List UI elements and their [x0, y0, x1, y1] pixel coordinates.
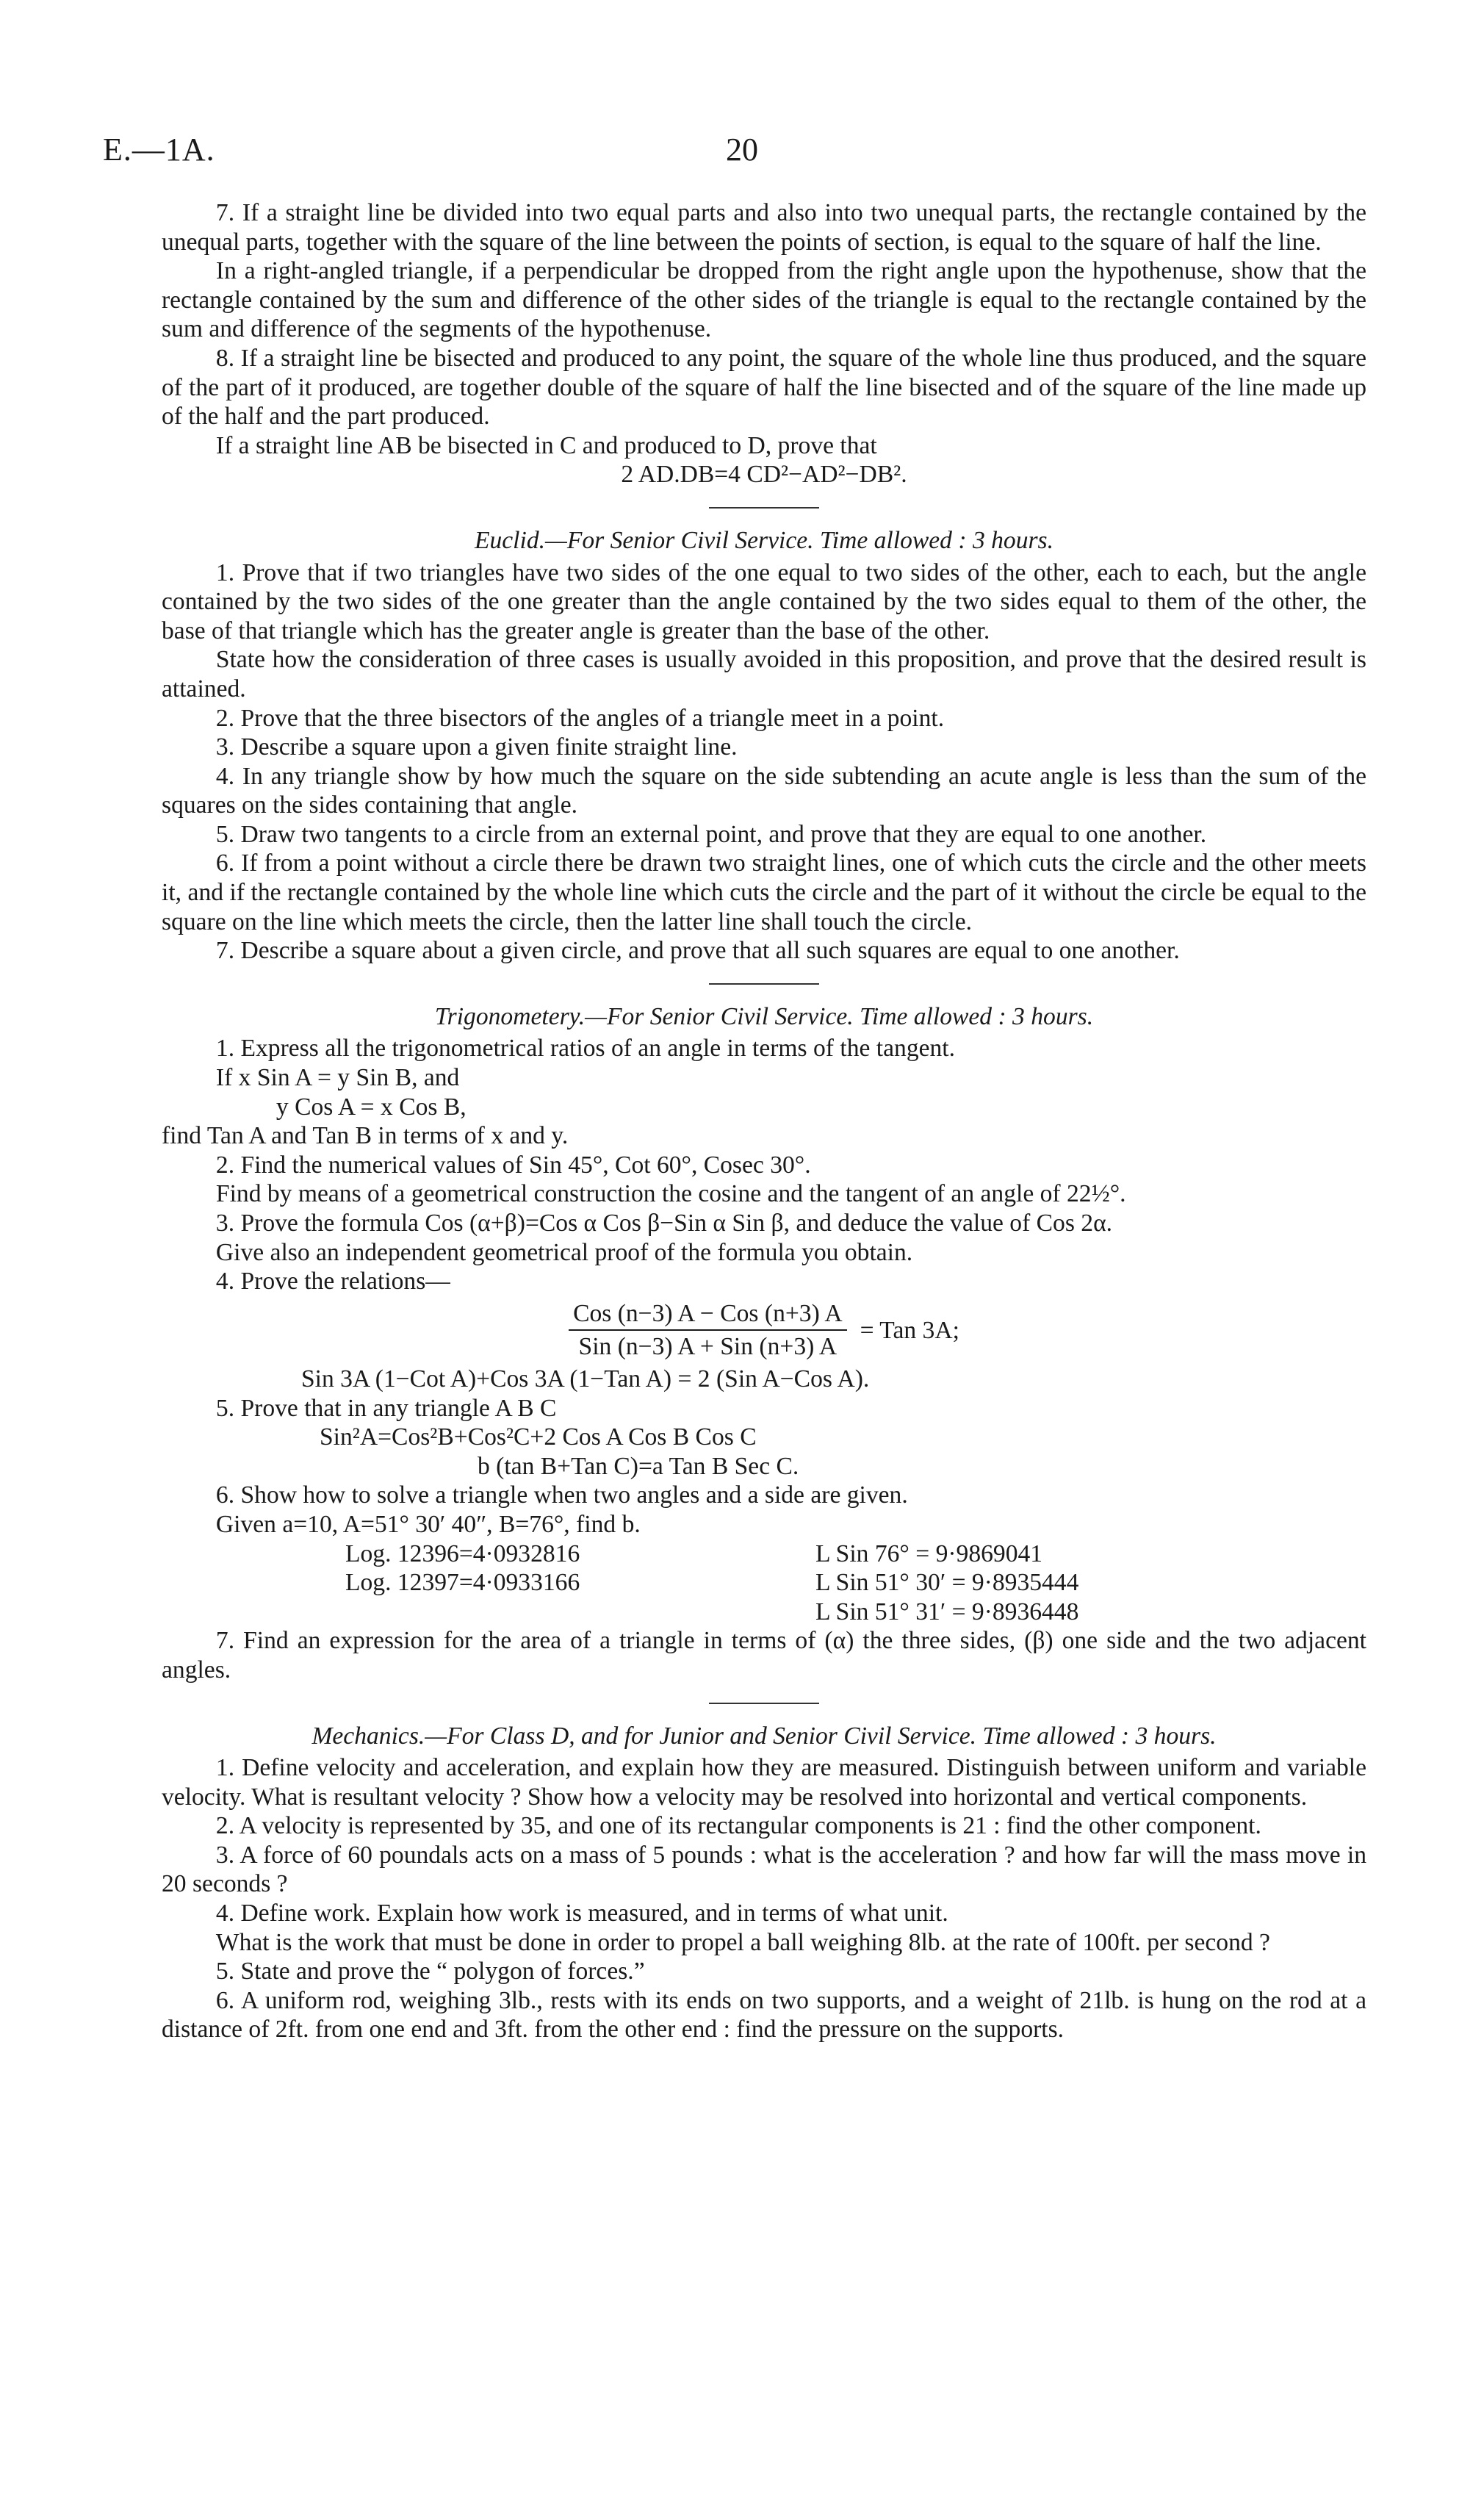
trig-q3: 3. Prove the formula Cos (α+β)=Cos α Cos β−Sin α Sin β, and deduce the value of Cos 2α.	[215, 1210, 1113, 1237]
log-table	[162, 1539, 1366, 1627]
section-divider	[709, 983, 819, 985]
mech-q3: 3. A force of 60 poundals acts on a mass of 5 pounds : what is the acceleration ? and how far will the mass move in 20 seconds ?	[162, 1841, 1366, 1898]
trig-q5: 5. Prove that in any triangle A B C	[215, 1394, 557, 1422]
mech-q4-rider: What is the work that must be done in order to propel a ball weighing 8lb. at the rate of 100ft. per second ?	[215, 1928, 1270, 1956]
euclid-q4: 4. In any triangle show by how much the square on the side subtending an acute angle is less than the sum of the squares on the sides containing that angle.	[162, 762, 1366, 819]
question-7-rider: In a right-angled triangle, if a perpendicular be dropped from the right angle upon the hypothenuse, show that the rectangle contained by the sum and difference of the other sides of the triangle is equal to the rectangle contained by the sum and difference of the segments of the hypothenuse.	[162, 257, 1366, 343]
mech-q5: 5. State and prove the “ polygon of forces.”	[215, 1958, 645, 1986]
log-entry-1: Log. 12396=4·0932816	[345, 1539, 580, 1567]
trig-q4-numerator: Cos (n−3) A − Cos (n+3) A	[569, 1299, 847, 1332]
trig-q4-fraction	[569, 1299, 847, 1362]
page-number: 20	[726, 132, 758, 168]
trig-q4-relation-1	[162, 1299, 1366, 1362]
log-entry-2: Log. 12397=4·0933166	[345, 1569, 580, 1597]
mech-q1: 1. Define velocity and acceleration, and explain how they are measured. Distinguish between uniform and variable velocity. What is resultant velocity ? Show how a velocity may be resolved into horizontal and vertical components.	[162, 1754, 1366, 1811]
lsin-entry-2: L Sin 51° 30′ = 9·8935444	[815, 1569, 1079, 1597]
mech-title: Mechanics.—For Class D, and for Junior and Senior Civil Service. Time allowed : 3 hours.	[311, 1722, 1217, 1750]
euclid-q1-rider: State how the consideration of three cases is usually avoided in this proposition, and prove that the desired result is attained.	[162, 646, 1366, 703]
trig-q4-rhs: = Tan 3A;	[860, 1316, 959, 1344]
trig-q3-rider: Give also an independent geometrical proof of the formula you obtain.	[215, 1238, 913, 1266]
trig-q1-task: find Tan A and Tan B in terms of x and y.	[162, 1122, 569, 1150]
section-divider	[709, 1703, 819, 1704]
euclid-q2: 2. Prove that the three bisectors of the angles of a triangle meet in a point.	[215, 704, 945, 732]
trig-q4: 4. Prove the relations—	[215, 1268, 450, 1296]
question-8: 8. If a straight line be bisected and produced to any point, the square of the whole line thus produced, and the square of the part of it produced, are together double of the square of half the line bisected and of the square of the line made up of the half and the part produced.	[162, 344, 1366, 431]
euclid-title: Euclid.—For Senior Civil Service. Time allowed : 3 hours.	[474, 526, 1054, 554]
euclid-q3: 3. Describe a square upon a given finite straight line.	[215, 733, 738, 761]
euclid-q1: 1. Prove that if two triangles have two sides of the one equal to two sides of the other, each to each, but the angle contained by the two sides of the one greater than the angle contained by the two sides equal to them of the other, the base of that triangle which has the greater angle is greater than the base of the other.	[162, 558, 1366, 644]
mech-q2: 2. A velocity is represented by 35, and one of its rectangular components is 21 : find the other component.	[215, 1812, 1261, 1840]
trig-q6-given: Given a=10, A=51° 30′ 40″, B=76°, find b.	[215, 1510, 641, 1538]
trig-q4-relation-2: Sin 3A (1−Cot A)+Cos 3A (1−Tan A) = 2 (Sin A−Cos A).	[301, 1365, 870, 1393]
section-divider	[709, 507, 819, 509]
question-7: 7. If a straight line be divided into two equal parts and also into two unequal parts, the rectangle contained by the unequal parts, together with the square of the line between the points of section, is equal to the square of half the line.	[162, 199, 1366, 256]
euclid-q7: 7. Describe a square about a given circle, and prove that all such squares are equal to one another.	[215, 937, 1180, 965]
euclid-q6: 6. If from a point without a circle there be drawn two straight lines, one of which cuts the circle and the other meets it, and if the rectangle contained by the whole line which cuts the circle and the part of it without the circle be equal to the square on the line which meets the circle, then the latter line shall touch the circle.	[162, 849, 1366, 935]
euclid-q5: 5. Draw two tangents to a circle from an external point, and prove that they are equal to one another.	[215, 820, 1207, 848]
mech-q6: 6. A uniform rod, weighing 3lb., rests with its ends on two supports, and a weight of 21lb. is hung on the rod at a distance of 2ft. from one end and 3ft. from the other end : find the pressure on the supports.	[162, 1986, 1366, 2044]
trig-q5-identity-1: Sin²A=Cos²B+Cos²C+2 Cos A Cos B Cos C	[320, 1423, 757, 1451]
trig-q1: 1. Express all the trigonometrical ratios of an angle in terms of the tangent.	[215, 1035, 956, 1063]
trig-q6: 6. Show how to solve a triangle when two angles and a side are given.	[215, 1481, 908, 1509]
trig-q2-rider: Find by means of a geometrical construction the cosine and the tangent of an angle of 22½°.	[215, 1180, 1126, 1208]
trig-title: Trigonometery.—For Senior Civil Service. Time allowed : 3 hours.	[434, 1002, 1094, 1030]
lsin-entry-3: L Sin 51° 31′ = 9·8936448	[815, 1598, 1079, 1625]
lsin-entry-1: L Sin 76° = 9·9869041	[815, 1539, 1043, 1567]
question-8-rider: If a straight line AB be bisected in C and produced to D, prove that	[215, 431, 877, 459]
trig-q1-condition-2: y Cos A = x Cos B,	[275, 1093, 467, 1121]
trig-q1-condition-1: If x Sin A = y Sin B, and	[215, 1064, 460, 1092]
header-reference: E.—1A.	[103, 132, 215, 168]
mech-q4: 4. Define work. Explain how work is measured, and in terms of what unit.	[215, 1900, 948, 1927]
trig-q5-identity-2: b (tan B+Tan C)=a Tan B Sec C.	[478, 1452, 799, 1480]
question-8-formula: 2 AD.DB=4 CD²−AD²−DB².	[621, 461, 907, 489]
trig-q4-denominator: Sin (n−3) A + Sin (n+3) A	[578, 1333, 838, 1361]
page-content	[162, 198, 1366, 2044]
trig-q2: 2. Find the numerical values of Sin 45°, Cot 60°, Cosec 30°.	[215, 1151, 811, 1179]
trig-q7: 7. Find an expression for the area of a triangle in terms of (α) the three sides, (β) one side and the two adjacent angles.	[162, 1627, 1366, 1684]
